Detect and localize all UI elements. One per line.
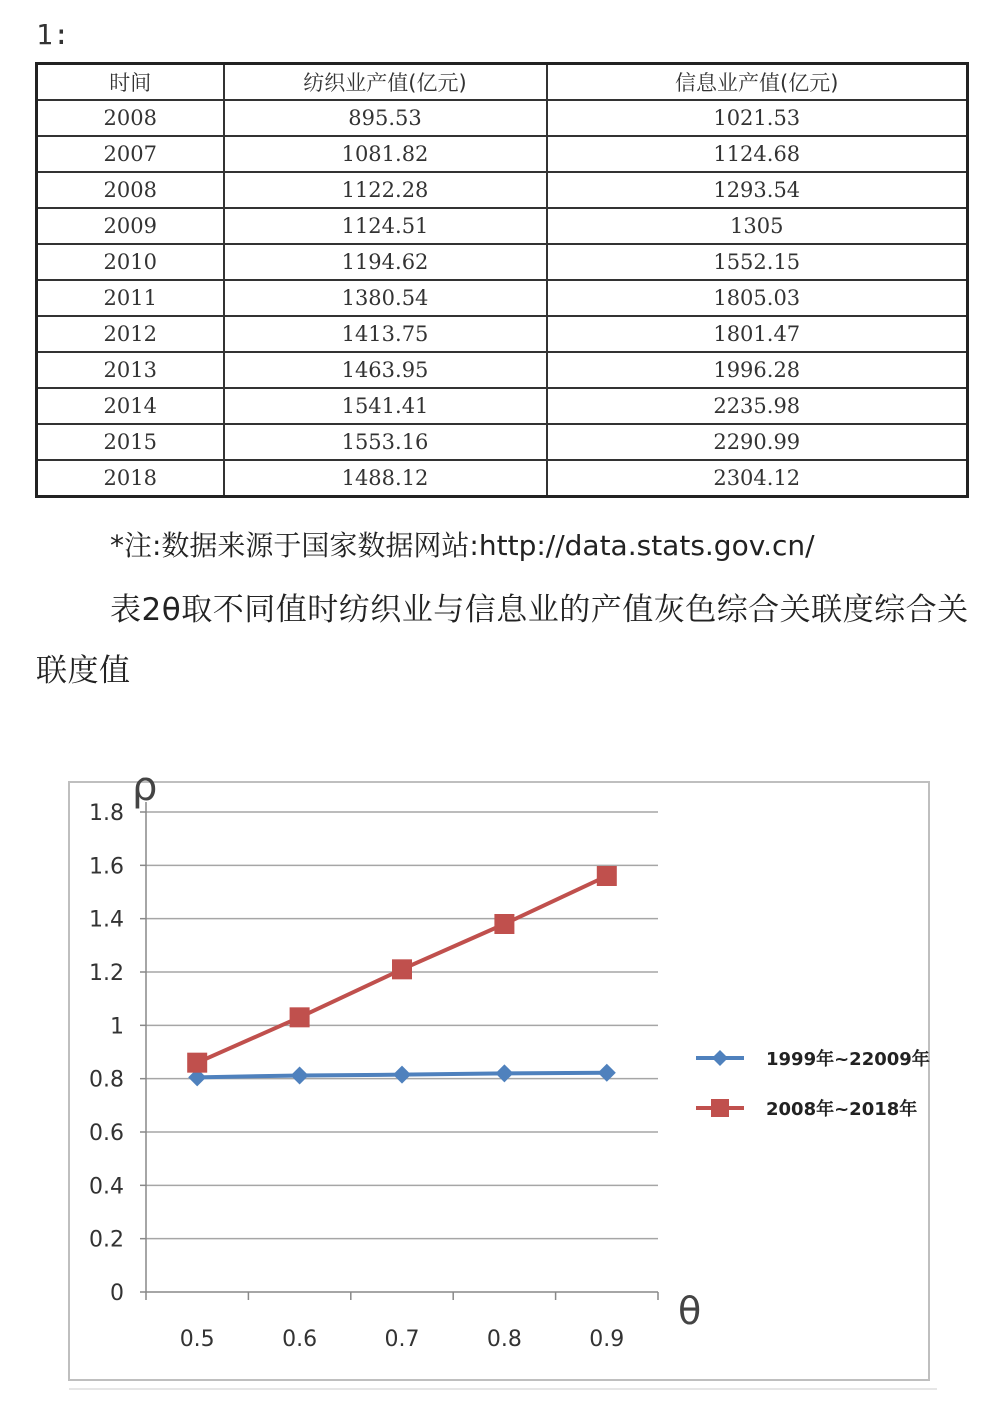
cell-year: 2009 <box>37 208 224 244</box>
cell-year: 2007 <box>37 136 224 172</box>
y-tick-label: 0.2 <box>89 1227 124 1253</box>
x-axis-label: θ <box>678 1289 702 1333</box>
table-row <box>37 388 968 424</box>
table-header-row <box>37 64 968 101</box>
cell-year: 2015 <box>37 424 224 460</box>
page-label: 1: <box>36 18 70 51</box>
cell-info-output: 1996.28 <box>547 352 968 388</box>
y-tick-label: 1.6 <box>89 854 124 880</box>
x-tick-label: 0.5 <box>179 1327 215 1352</box>
cell-textile-output: 895.53 <box>224 100 547 136</box>
legend-entry-label: 1999年~22009年 <box>766 1049 930 1070</box>
y-tick-label: 1 <box>110 1014 124 1040</box>
chart-container <box>60 762 940 1402</box>
cell-info-output: 1293.54 <box>547 172 968 208</box>
cell-info-output: 1124.68 <box>547 136 968 172</box>
y-tick-label: 0.4 <box>89 1174 124 1200</box>
cell-year: 2010 <box>37 244 224 280</box>
cell-textile-output: 1488.12 <box>224 460 547 497</box>
table-body <box>37 100 968 497</box>
table-row <box>37 352 968 388</box>
x-tick-label: 0.7 <box>384 1327 420 1352</box>
series-marker-square <box>494 914 514 934</box>
series-marker-square <box>290 1007 310 1027</box>
header-textile-output: 纺织业产值(亿元) <box>224 64 547 101</box>
y-tick-label: 1.8 <box>89 801 124 826</box>
cell-year: 2008 <box>37 172 224 208</box>
table-row <box>37 208 968 244</box>
x-tick-label: 0.8 <box>486 1327 522 1352</box>
cell-textile-output: 1124.51 <box>224 208 547 244</box>
cell-year: 2012 <box>37 316 224 352</box>
legend-entry-label: 2008年~2018年 <box>766 1099 918 1120</box>
cell-textile-output: 1081.82 <box>224 136 547 172</box>
cell-info-output: 1805.03 <box>547 280 968 316</box>
x-tick-label: 0.9 <box>589 1327 625 1352</box>
cell-info-output: 2290.99 <box>547 424 968 460</box>
table-row <box>37 280 968 316</box>
table-row <box>37 316 968 352</box>
table-row <box>37 172 968 208</box>
header-info-output: 信息业产值(亿元) <box>547 64 968 101</box>
cell-textile-output: 1194.62 <box>224 244 547 280</box>
cell-info-output: 1021.53 <box>547 100 968 136</box>
series-marker-square <box>187 1053 207 1073</box>
cell-info-output: 2235.98 <box>547 388 968 424</box>
table-row <box>37 460 968 497</box>
cell-textile-output: 1413.75 <box>224 316 547 352</box>
cell-info-output: 1801.47 <box>547 316 968 352</box>
cell-textile-output: 1541.41 <box>224 388 547 424</box>
series-marker-square <box>597 866 617 886</box>
table-row <box>37 100 968 136</box>
y-tick-label: 0 <box>110 1281 124 1306</box>
cell-year: 2018 <box>37 460 224 497</box>
cell-textile-output: 1463.95 <box>224 352 547 388</box>
table-row <box>37 424 968 460</box>
cell-info-output: 1552.15 <box>547 244 968 280</box>
y-tick-label: 0.6 <box>89 1121 124 1146</box>
cell-year: 2013 <box>37 352 224 388</box>
data-table <box>35 62 969 498</box>
y-tick-label: 1.2 <box>89 961 124 986</box>
cell-textile-output: 1380.54 <box>224 280 547 316</box>
legend-marker-square <box>711 1099 729 1117</box>
cell-info-output: 1305 <box>547 208 968 244</box>
line-chart <box>60 762 940 1402</box>
cell-year: 2014 <box>37 388 224 424</box>
y-axis-label: ρ <box>132 764 158 810</box>
cell-textile-output: 1122.28 <box>224 172 547 208</box>
x-tick-label: 0.6 <box>282 1327 318 1352</box>
series-marker-square <box>392 959 412 979</box>
cell-year: 2008 <box>37 100 224 136</box>
data-source-note: *注:数据来源于国家数据网站:http://data.stats.gov.cn/ <box>110 529 815 562</box>
header-time: 时间 <box>37 64 224 101</box>
y-tick-label: 0.8 <box>89 1067 124 1093</box>
figure-caption: 表2θ取不同值时纺织业与信息业的产值灰色综合关联度综合关联度值 <box>36 592 969 689</box>
cell-year: 2011 <box>37 280 224 316</box>
y-tick-label: 1.4 <box>89 907 124 933</box>
table-row <box>37 136 968 172</box>
table-row <box>37 244 968 280</box>
cell-info-output: 2304.12 <box>547 460 968 497</box>
cell-textile-output: 1553.16 <box>224 424 547 460</box>
